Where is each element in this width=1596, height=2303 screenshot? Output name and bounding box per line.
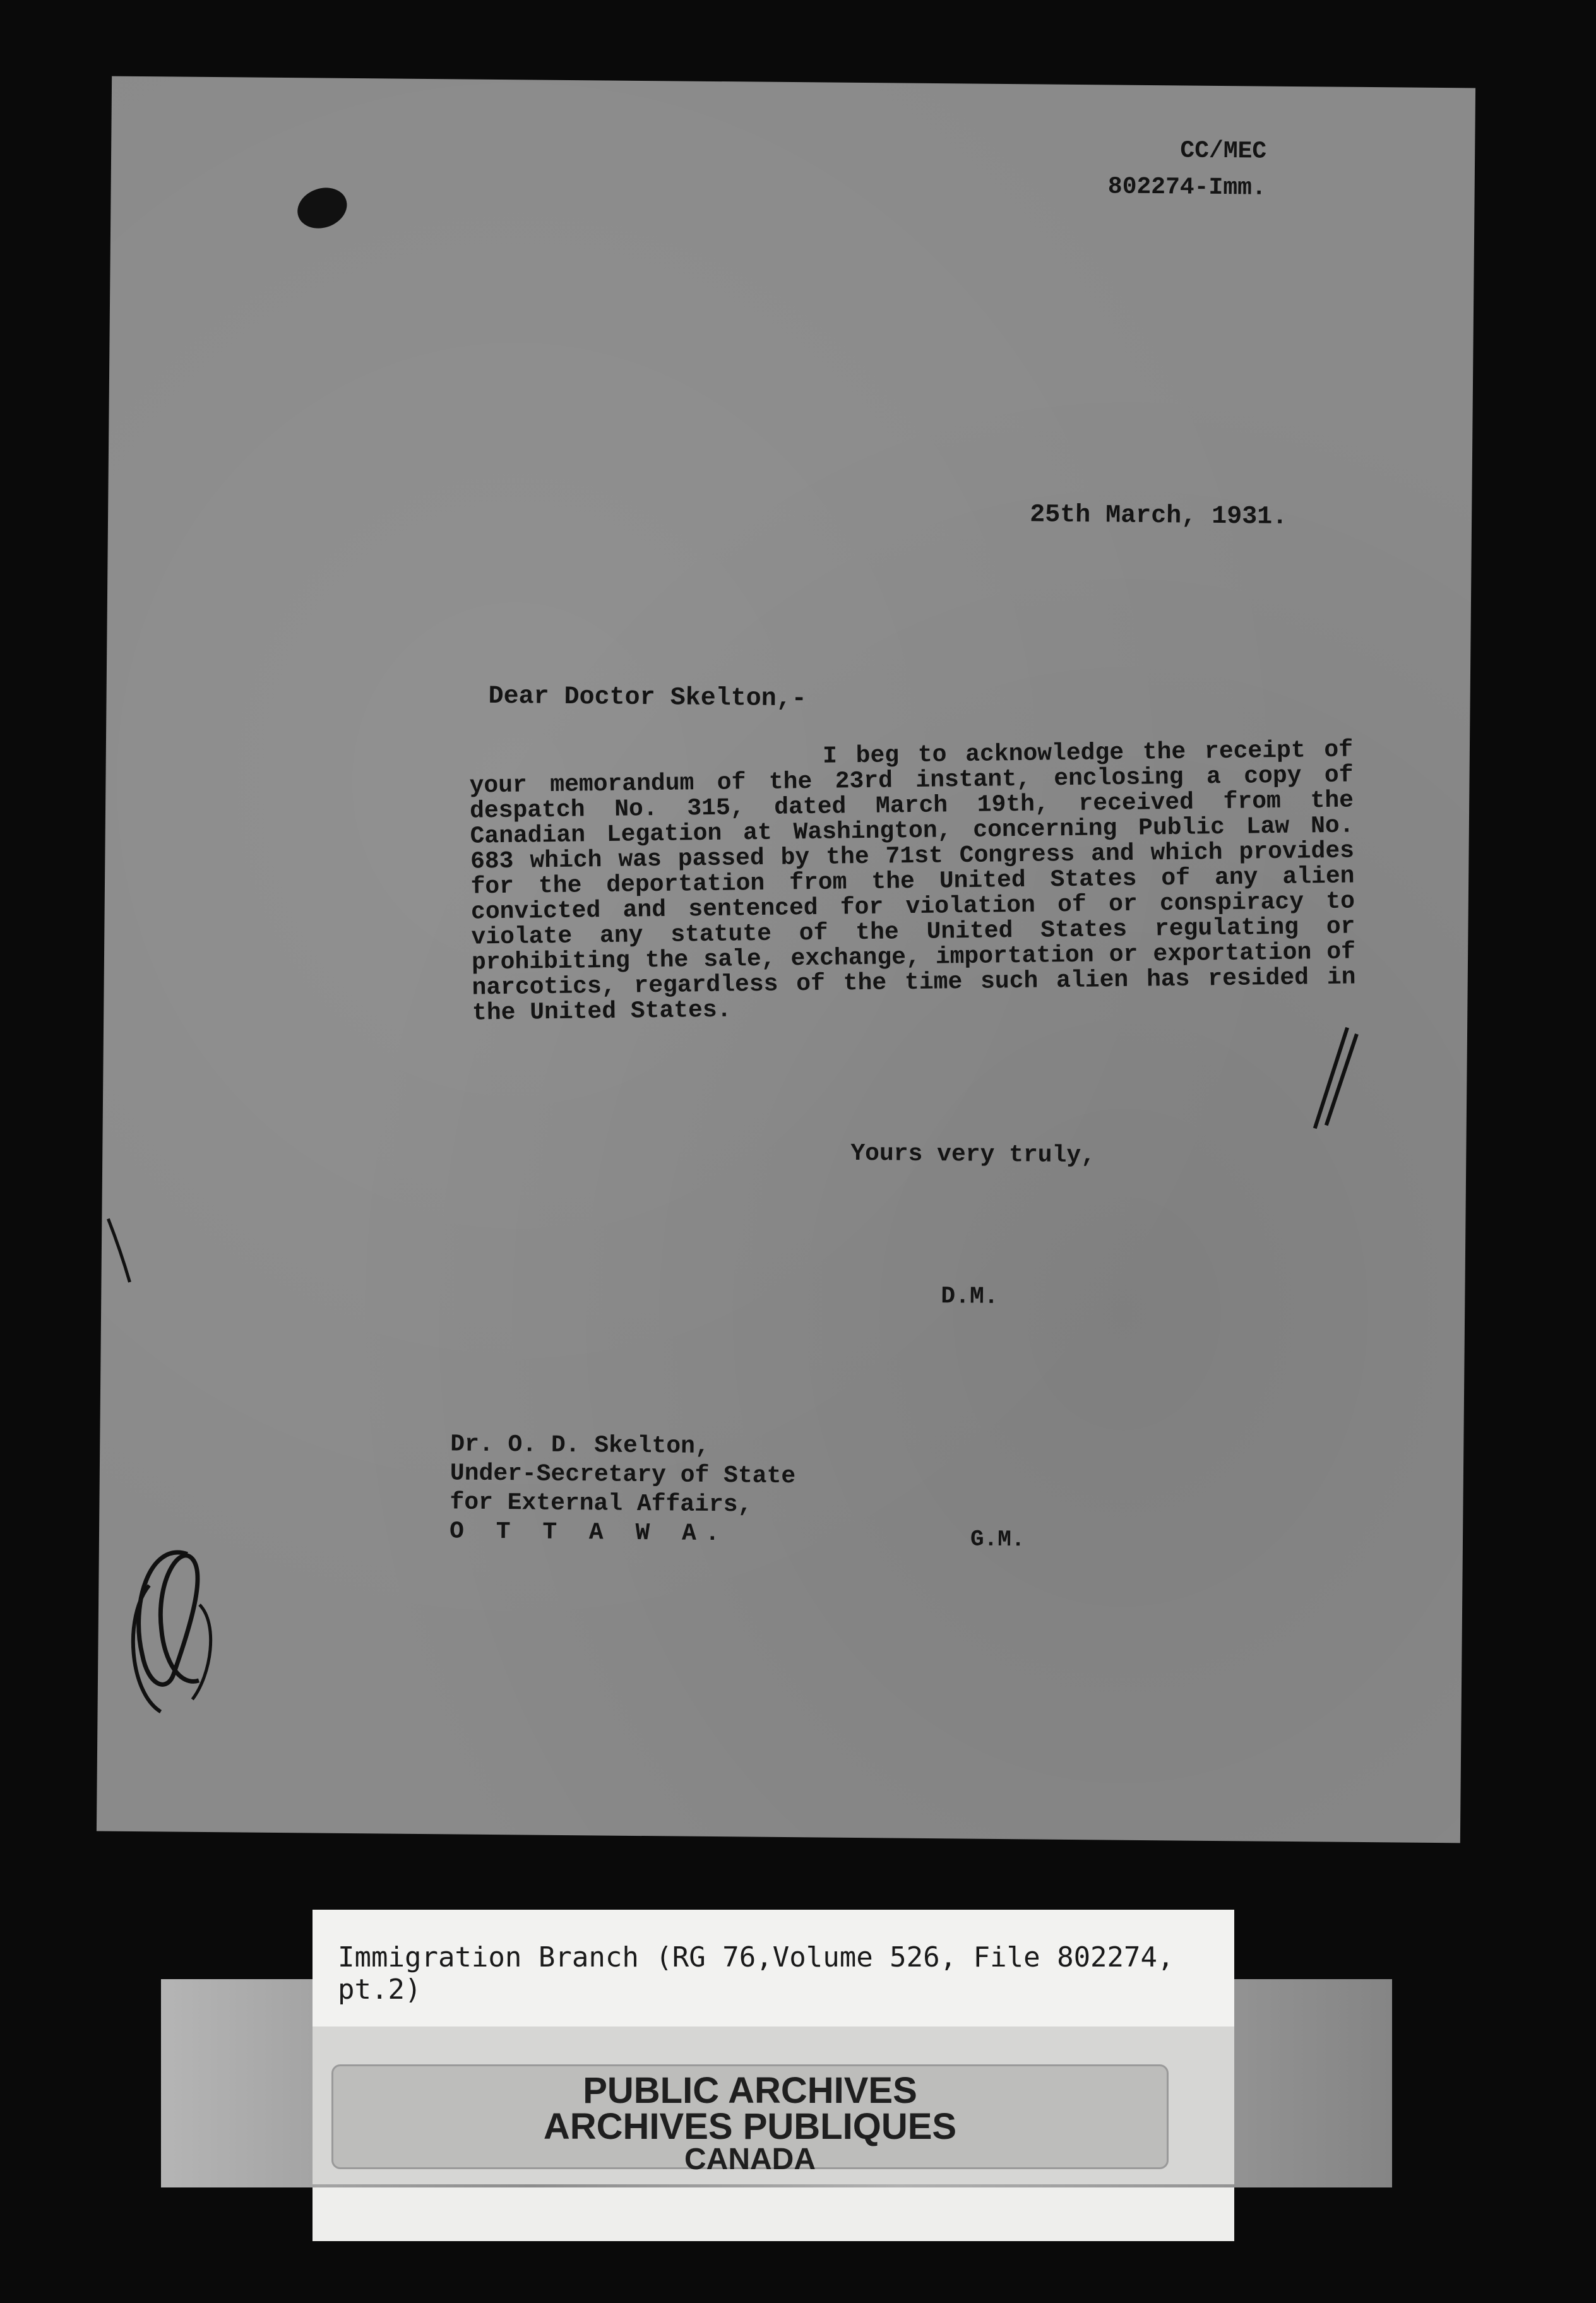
closing: Yours very truly, [850,1140,1096,1170]
letter-date: 25th March, 1931. [1029,501,1288,532]
address-line: Under-Secretary of State [450,1460,796,1491]
source-label: Immigration Branch (RG 76,Volume 526, File 802274, pt.2) [313,1910,1234,2026]
reference-line: CC/MEC [1180,137,1267,165]
sender-initials: D.M. [941,1283,999,1311]
margin-tick-mark [101,1213,140,1289]
salutation: Dear Doctor Skelton,- [488,682,807,714]
recipient-address [450,1430,796,1549]
punch-hole [292,181,352,235]
letter-body: I beg to acknowledge the receipt of your memorandum of the 23rd instant, enclosing a copy of despatch No. 315, dated March 19th, received from the Canadian Legation at Washington, concerning Public Law No. 683 which was passed by the 71st Congress and which provides for the deportation from the United States of any alien convicted and sentenced for violation of or conspiracy to violate any statute of the United States regulating or prohibiting the sale, exchange, importation or exportation of narcotics, regardless of the time such alien has resided in the United States. [469,736,1356,1027]
margin-slash-mark [1302,1021,1361,1135]
archive-stamp [331,2064,1169,2176]
address-line: for External Affairs, [450,1489,753,1519]
marginal-initials: G.M. [970,1526,1025,1553]
address-line: Dr. O. D. Skelton, [450,1431,710,1460]
address-city: O T T A W A. [449,1518,729,1548]
handwritten-signature [110,1528,238,1732]
archive-stamp-line: ARCHIVES PUBLIQUES [543,2106,957,2147]
file-number: 802274-Imm. [1107,173,1266,202]
bottom-strip [313,2187,1234,2241]
reference-block [1108,132,1267,206]
archive-stamp-country: CANADA [684,2143,816,2176]
archive-stamp-line: PUBLIC ARCHIVES [583,2070,917,2111]
letter-page [97,76,1475,1843]
